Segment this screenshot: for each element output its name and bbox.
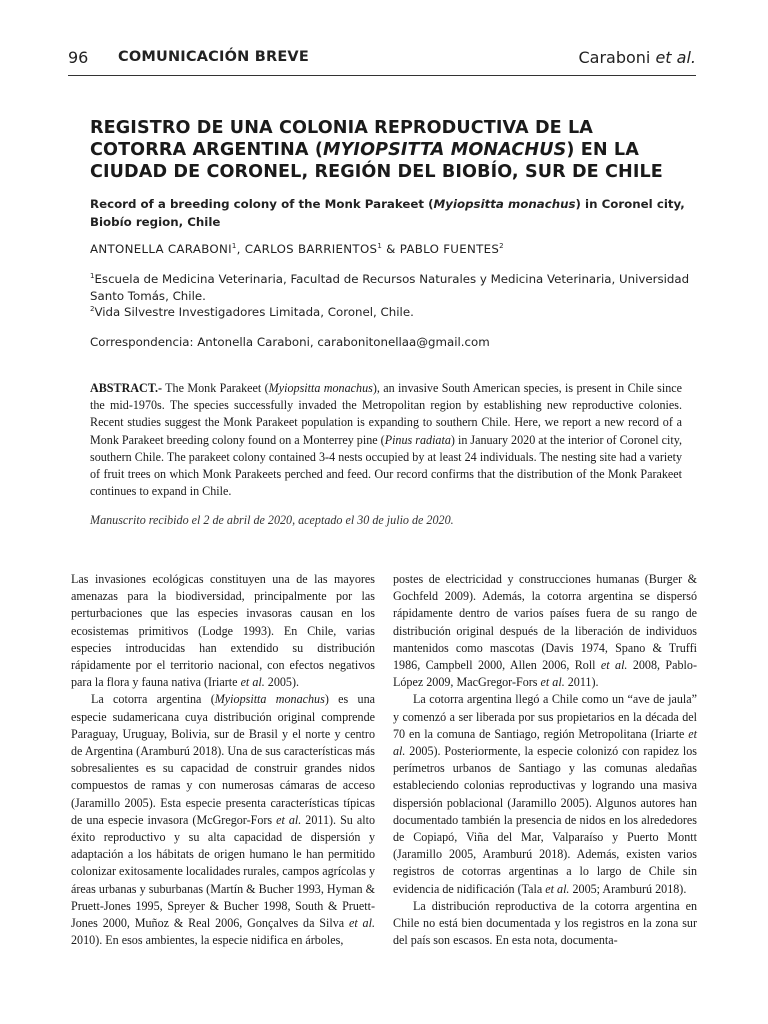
body-text: 2011). Su alto éxito reproductivo y su alta capacidad de dispersión y adaptación a los hábitats de origen humano le han permitido colonizar exitosamente localidades rurales, campos agrícolas y áreas urbanas y suburbanas (Martín & Bucher 1993, Hyman & Pruett-Jones 1995, Spreyer & Bucher 1998, South & Pruett-Jones 2000, Muñoz & Real 2006, Gonçalves da Silva [71,812,375,931]
author-3-affil-mark: 2 [499,242,504,251]
body-paragraph [393,691,697,897]
affiliation-1-text: Escuela de Medicina Veterinaria, Facultad de Recursos Naturales y Medicina Veterinaria, Universidad Santo Tomás, Chile. [90,272,690,303]
body-text: La cotorra argentina ( [91,692,215,707]
running-author [578,48,696,67]
body-text: ) es una especie sudamericana cuya distribución original comprende Paraguay, Uruguay, Bolivia, sur de Brasil y el norte y centro de Argentina (Aramburú 2018). Una de sus características más sobresalientes es su capacidad de construir grandes nidos compuestos de ramas y con numerosas cámaras de acceso (Jaramillo 2005). Esta especie presenta características típicas de una especie invasora (McGregor-Fors [71,692,376,827]
author-2: , CARLOS BARRIENTOS [236,242,378,256]
affiliation-2-mark: 2 [90,305,95,314]
body-paragraph [393,571,697,691]
title-species: MYIOPSITTA MONACHUS [322,140,567,160]
etal-text: et al. [600,658,628,673]
correspondence: Correspondencia: Antonella Caraboni, carabonitonellaa@gmail.com [90,335,490,349]
article-subtitle [90,195,690,231]
abstract-label: ABSTRACT.- [90,381,163,395]
section-label: COMUNICACIÓN BREVE [118,49,309,65]
etal-text: et al. [348,916,375,931]
body-text: Las invasiones ecológicas constituyen una de las mayores amenazas para la biodiversidad, principalmente por las perturbaciones que las especies invasoras causan en los ecosistemas primitivos (Lodge 1993). En Chile, varias especies introducidas han extendido su distribución rápidamente por el territorio nacional, con efectos negativos para la flora y fauna nativa (Iriarte [71,572,375,690]
abstract [90,380,682,500]
body-paragraph [71,691,375,949]
running-author-etal: et al. [655,48,696,67]
author-list [90,242,690,256]
author-1: ANTONELLA CARABONI [90,242,232,256]
etal-text: et al. [540,675,565,690]
body-text: 2005; Aramburú 2018). [569,881,687,896]
abstract-text-3: ) in January 2020 at the interior of Coronel city, southern Chile. The parakeet colony contained 3-4 nests occupied by at least 24 individuals. The nesting site had a variety of fruit trees on which Monk Parakeets perched and feed. Our record confirms that the distribution of the Monk Parakeet continues to expand in Chile. [90,432,682,499]
affiliation-1 [90,271,690,304]
body-text: La distribución reproductiva de la cotorra argentina en Chile no está bien documentada y los registros en la zona sur del país son escasos. En esta nota, documenta- [393,898,697,948]
subtitle-part-2: ) in Coronel city, Biobío region, Chile [90,197,685,229]
species-name: Myiopsitta monachus [214,692,325,707]
author-1-affil-mark: 1 [231,242,237,251]
author-3: & PABLO FUENTES [382,242,500,256]
running-author-name: Caraboni [578,48,651,67]
body-text: postes de electricidad y construcciones humanas (Burger & Gochfeld 2009). Además, la cotorra argentina se dispersó rápidamente dentro de varios países fuera de su rango de distribución original después de la liberación de individuos mantenidos como mascotas (Davis 1974, Spano & Truffi 1986, Campbell 2000, Allen 2006, Roll [393,572,697,673]
affiliations [90,271,690,321]
body-paragraph [71,571,375,691]
author-2-affil-mark: 1 [377,242,383,251]
running-header [68,46,696,72]
body-paragraph [393,898,697,950]
body-text: 2011). [564,675,599,690]
header-divider [68,75,696,76]
body-column-left [71,571,375,949]
body-text: 2010). En esos ambientes, la especie nidifica en árboles, [71,933,344,948]
body-text: 2005). Posteriormente, la especie colonizó con rapidez los perímetros urbanos de Santiago y las comunas aledañas estableciendo colonias reproductivas y logrando una masiva dispersión poblacional (Jaramillo 2005). Algunos autores han documentado también la presencia de nidos en los alrededores de Copiapó, Viña del Mar, Valparaíso y Puerto Montt (Jaramillo 2005, Aramburú 2018). Además, existen varios registros de cotorras argentinas a lo largo de Chile sin evidencia de nidificación (Tala [393,744,697,896]
abstract-text-2: ), an invasive South American species, is present in Chile since the mid-1970s. The species successfully invaded the Metropolitan region by establishing new reproductive colonies. Recent studies suggest the Monk Parakeet population is expanding to southern Chile. Here, we report a new record of a Monk Parakeet breeding colony found on a Monterrey pine ( [90,381,683,447]
article-title [90,117,690,183]
affiliation-1-mark: 1 [90,272,95,281]
body-text: La cotorra argentina llegó a Chile como un “ave de jaula” y comenzó a ser liberada por sus propietarios en la década del 70 en la comuna de Santiago, región Metropolitana (Iriarte [393,692,697,741]
title-part-2: ) EN LA CIUDAD DE CORONEL, REGIÓN DEL BIOBÍO, SUR DE CHILE [90,140,663,182]
subtitle-part-1: Record of a breeding colony of the Monk Parakeet ( [90,197,434,211]
abstract-species-1: Myiopsitta monachus [268,381,373,395]
subtitle-species: Myiopsitta monachus [433,197,576,211]
page-number: 96 [68,48,89,67]
title-part-1: REGISTRO DE UNA COLONIA REPRODUCTIVA DE LA COTORRA ARGENTINA ( [90,118,594,160]
manuscript-dates: Manuscrito recibido el 2 de abril de 2020, aceptado el 30 de julio de 2020. [90,513,454,527]
abstract-species-2: Pinus radiata [384,432,451,447]
etal-text: et al. [393,726,697,759]
body-text: 2005). [264,675,300,690]
body-column-right [393,571,697,949]
etal-text: et al. [240,675,265,690]
body-text: 2008, Pablo-López 2009, MacGregor-Fors [393,658,697,690]
abstract-text-1: The Monk Parakeet ( [162,381,269,395]
affiliation-2-text: Vida Silvestre Investigadores Limitada, Coronel, Chile. [94,305,414,319]
affiliation-2 [90,304,690,321]
etal-text: et al. [545,881,570,896]
etal-text: et al. [276,812,302,827]
